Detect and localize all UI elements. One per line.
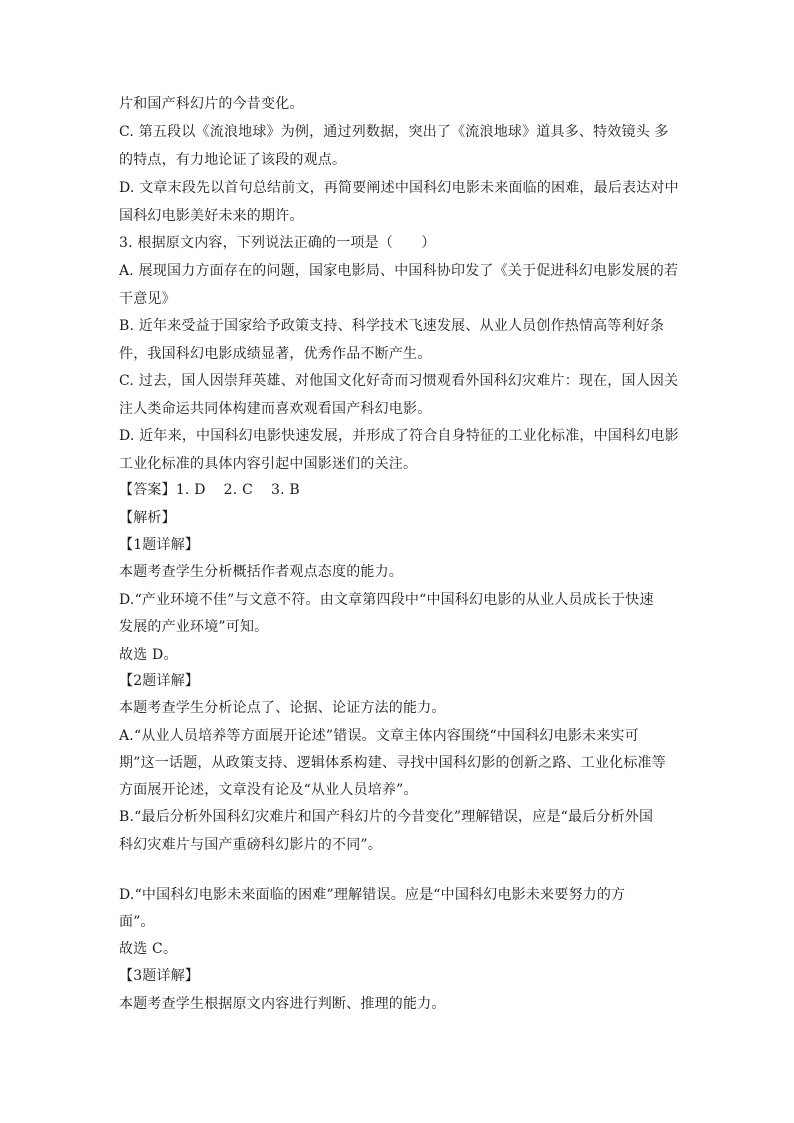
- question-3-stem: 3. 根据原文内容，下列说法正确的一项是（ ）: [119, 235, 436, 251]
- q3-tag: 【3题详解】: [119, 968, 200, 984]
- answer-2: 2. C: [223, 482, 253, 498]
- text-line: D.“中国科幻电影未来面临的困难”理解错误。应是“中国科幻电影未来要努力的方: [119, 887, 626, 903]
- text-line: 面”。: [119, 914, 155, 930]
- option-d: D. 近年来，中国科幻电影快速发展，并形成了符合自身特征的工业化标准，中国科幻电影: [119, 428, 679, 444]
- answer-1: 1. D: [175, 482, 206, 498]
- analysis-tag: 【解析】: [119, 510, 176, 526]
- text-line: 国科幻电影美好未来的期许。: [119, 208, 304, 224]
- option-a: A. 展现国力方面存在的问题，国家电影局、中国科协印发了《关于促进科幻电影发展的若: [119, 263, 679, 279]
- answer-line: [119, 481, 679, 499]
- q1-tag: 【1题详解】: [119, 537, 200, 553]
- text-line: A.“从业人员培养等方面展开论述”错误。文章主体内容围绕“中国科幻电影未来实可: [119, 728, 639, 744]
- option-c: C. 过去，国人因崇拜英雄、对他国文化好奇而习惯观看外国科幻灾难片：现在，国人因关: [119, 373, 679, 389]
- text-line: 片和国产科幻片的今昔变化。: [119, 96, 304, 112]
- text-line: B.“最后分析外国科幻灾难片和国产科幻片的今昔变化”理解错误，应是“最后分析外国: [119, 809, 654, 825]
- text-line: C. 第五段以《流浪地球》为例，通过列数据，突出了《流浪地球》道具多、特效镜头 多: [119, 124, 669, 140]
- text-line: 注人类命运共同体构建而喜欢观看国产科幻电影。: [119, 401, 432, 417]
- text-line: 本题考查学生分析概括作者观点态度的能力。: [119, 564, 403, 580]
- text-line: 发展的产业环境”可知。: [119, 619, 269, 635]
- text-line: 工业化标准的具体内容引起中国影迷们的关注。: [119, 456, 418, 472]
- text-line: 故选 D。: [119, 647, 178, 663]
- text-line: 方面展开论述，文章没有论及“从业人员培养”。: [119, 782, 418, 798]
- text-line: 干意见》: [119, 291, 176, 307]
- text-line: 期”这一话题，从政策支持、逻辑体系构建、寻找中国科幻影的创新之路、工业化标准等: [119, 755, 666, 771]
- text-line: 本题考查学生分析论点了、论据、论证方法的能力。: [119, 700, 446, 716]
- text-line: 的特点，有力地论证了该段的观点。: [119, 152, 347, 168]
- text-line: 本题考查学生根据原文内容进行判断、推理的能力。: [119, 996, 446, 1012]
- option-b: B. 近年来受益于国家给予政策支持、科学技术飞速发展、从业人员创作热情高等利好条: [119, 318, 665, 334]
- text-line: 科幻灾难片与国产重磅科幻影片的不同”。: [119, 837, 382, 853]
- text-line: D. 文章末段先以首句总结前文，再简要阐述中国科幻电影未来面临的困难，最后表达对中: [119, 180, 679, 196]
- answer-3: 3. B: [270, 482, 300, 498]
- text-line: 件，我国科幻电影成绩显著，优秀作品不断产生。: [119, 346, 432, 362]
- answer-tag: 【答案】: [119, 482, 176, 498]
- text-line: D.“产业环境不佳”与文意不符。由文章第四段中“中国科幻电影的从业人员成长于快速: [119, 592, 654, 608]
- q2-tag: 【2题详解】: [119, 673, 200, 689]
- text-line: 故选 C。: [119, 941, 178, 957]
